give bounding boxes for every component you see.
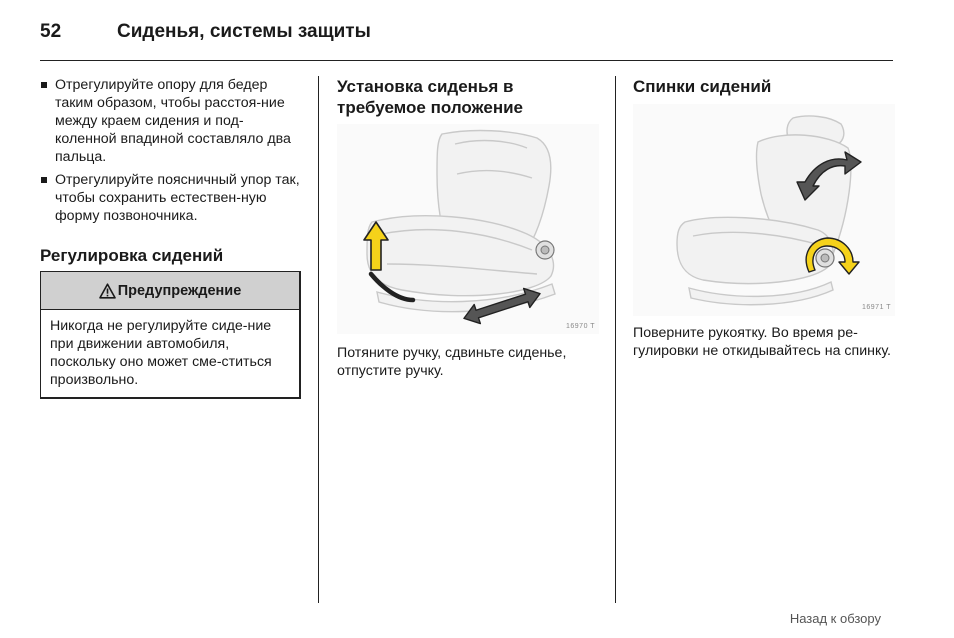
section-title: Установка сиденья в требуемое положение — [337, 77, 524, 117]
backrest-illustration — [633, 104, 895, 316]
header-rule — [40, 60, 893, 61]
page-number: 52 — [40, 21, 62, 42]
section-title: Регулировка сидений — [40, 246, 224, 265]
bullet-item: Отрегулируйте опору для бедер таким образом, чтобы расстоя-ние между краем сидения и под-коленной впадиной составляло два пальца. — [40, 76, 302, 166]
seat-recline-illustration — [633, 104, 895, 316]
seat-slide-illustration — [337, 124, 599, 334]
figure-code: 16970 T — [566, 323, 596, 330]
back-to-overview-link[interactable]: Назад к обзору — [789, 611, 881, 626]
column-divider — [615, 76, 616, 603]
warning-text: Никогда не регулируйте сиде-ние при движении автомобиля, поскольку оно может сме-ститься произвольно. — [50, 318, 272, 388]
warning-header — [41, 272, 299, 310]
page-header-title: Сиденья, системы защиты — [117, 21, 371, 42]
left-column — [40, 76, 302, 399]
middle-column — [337, 76, 599, 118]
right-caption-block — [633, 324, 895, 360]
bullet-list — [40, 76, 302, 225]
section-title: Спинки сидений — [633, 77, 772, 96]
warning-triangle-icon — [99, 283, 116, 299]
seat-position-illustration — [337, 124, 599, 334]
figure-caption: Потяните ручку, сдвиньте сиденье, отпустите ручку. — [337, 345, 567, 379]
bullet-item: Отрегулируйте поясничный упор так, чтобы сохранить естествен-ную форму позвоночника. — [40, 171, 302, 225]
middle-caption-block — [337, 344, 599, 380]
warning-label: Предупреждение — [117, 282, 242, 299]
figure-caption: Поверните рукоятку. Во время ре-гулировки не откидывайтесь на спинку. — [633, 325, 891, 359]
right-column — [633, 76, 895, 97]
figure-code: 16971 T — [862, 304, 892, 311]
column-divider — [318, 76, 319, 603]
warning-box — [40, 271, 301, 399]
